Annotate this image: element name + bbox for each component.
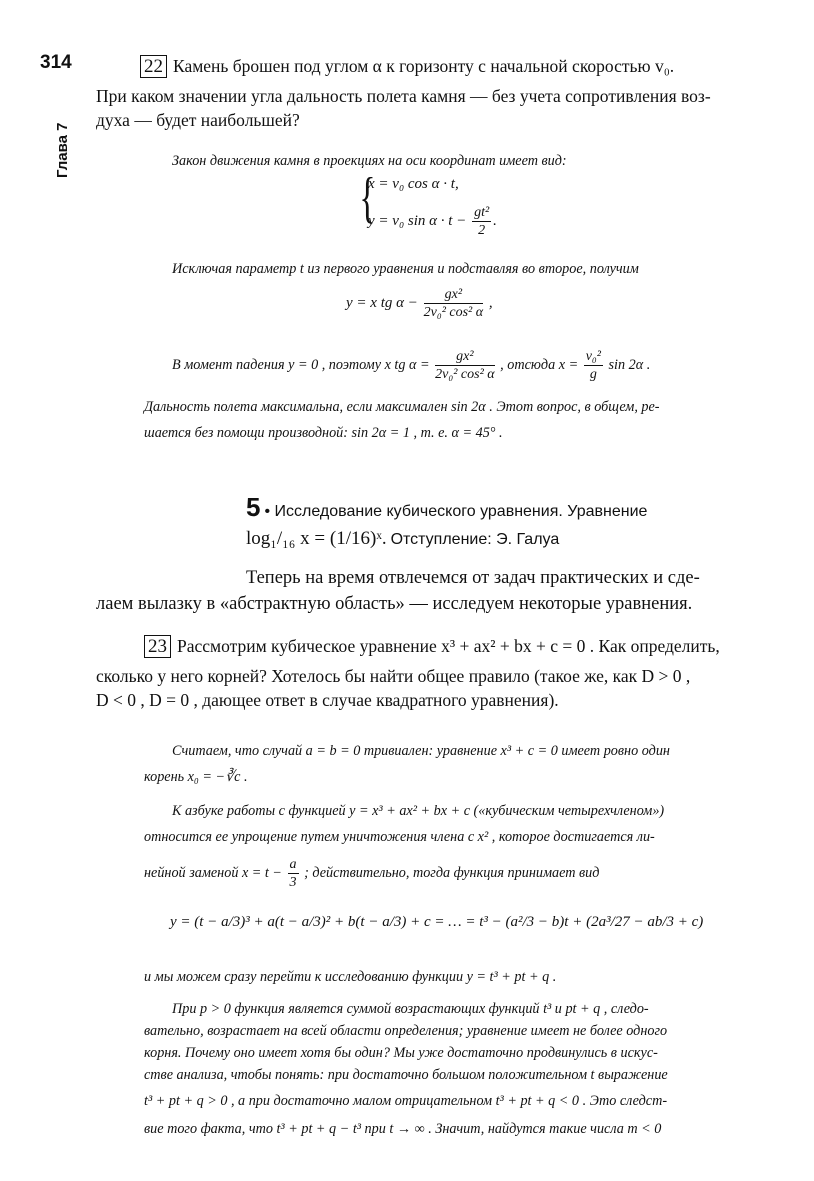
sol23-p4-line4: стве анализа, чтобы понять: при достаточно большом положительном t выражение [144, 1067, 668, 1083]
problem-23-line3: D < 0 , D = 0 , дающее ответ в случае квадратного уравнения). [96, 690, 559, 710]
problem-23-line2: сколько у него корней? Хотелось бы найти общее правило (такое же, как D > 0 , [96, 666, 691, 686]
sol23-p2-line3: нейной заменой x = t − $\frac{a}{3}$ ; действительно, тогда функция принимает вид [144, 857, 600, 890]
problem-22-line2: При каком значении угла дальность полета камня — без учета сопротивления воз- [96, 86, 711, 106]
sol23-p4-line6: вие того факта, что t³ + pt + q − t³ при t → ∞ . Значит, найдутся такие числа m < 0 [144, 1121, 662, 1137]
trajectory-equation: y = x tg α − $\frac{\text{gx²}}{\text{2v₀² cos² α}}$ , [346, 287, 493, 320]
chapter-label: Глава 7 [54, 122, 71, 178]
page-number: 314 [40, 52, 72, 73]
sol23-p2-line1: К азбуке работы с функцией y = x³ + ax² + bx + c («кубическим четырехчленом») [172, 803, 665, 819]
sol23-p4-line1: При p > 0 функция является суммой возрастающих функций t³ и pt + q , следо- [172, 1001, 649, 1017]
section-number: 5 [246, 492, 261, 522]
section-title-line2: log₁/₁₆ x = (1/16)ˣ. Отступление: Э. Галуа [246, 528, 560, 549]
problem-22-line1: 22 Камень брошен под углом α к горизонту с начальной скоростью v₀. [140, 54, 780, 78]
max-range-line1: Дальность полета максимальна, если максимален sin 2α . Этот вопрос, в общем, ре- [144, 399, 660, 415]
equation-system: { x = v₀ cos α · t, y = v₀ sin α · t − $\frac{\text{gt²}}{2}$ . [359, 167, 497, 238]
problem-number: 23 [144, 635, 171, 658]
landing-moment: В момент падения y = 0 , поэтому x tg α = $\frac{\text{gx²}}{\text{2v₀² cos² α}}$ , отсюда x = $\frac{\text{v₀²}}{g}$ sin 2α . [172, 349, 651, 382]
sol23-p3: и мы можем сразу перейти к исследованию функции y = t³ + pt + q . [144, 969, 557, 985]
solution-intro: Закон движения камня в проекциях на оси координат имеет вид: [172, 153, 567, 169]
sol23-p4-line3: корня. Почему оно имеет хотя бы один? Мы уже достаточно продвинулись в искус- [144, 1045, 658, 1061]
sol23-p4-line2: вательно, возрастает на всей области определения; уравнение имеет не более одного [144, 1023, 668, 1039]
problem-number: 22 [140, 55, 167, 78]
intro-line1: Теперь на время отвлечемся от задач практических и сде- [246, 568, 700, 588]
problem-22-line3: духа — будет наибольшей? [96, 110, 300, 130]
intro-line2: лаем вылазку в «абстрактную область» — исследуем некоторые уравнения. [96, 594, 693, 614]
solution-elimination: Исключая параметр t из первого уравнения и подставляя во второе, получим [172, 261, 639, 277]
problem-23-line1: 23 Рассмотрим кубическое уравнение x³ + ax² + bx + c = 0 . Как определить, [144, 634, 784, 658]
section-title-line1: • Исследование кубического уравнения. Уравнение [264, 503, 648, 520]
max-range-line2: шается без помощи производной: sin 2α = 1 , т. е. α = 45° . [144, 425, 503, 441]
section-heading [246, 492, 647, 523]
sol23-p4-line5: t³ + pt + q > 0 , а при достаточно малом отрицательном t³ + pt + q < 0 . Это следст- [144, 1093, 668, 1109]
sol23-p2-line2: относится ее упрощение путем уничтожения члена с x² , которое достигается ли- [144, 829, 655, 845]
substitution-equation: y = (t − a/3)³ + a(t − a/3)² + b(t − a/3) + c = … = t³ − (a²/3 − b)t + (2a³/27 − ab/3 + c) [170, 914, 704, 930]
sol23-p1-line1: Считаем, что случай a = b = 0 тривиален: уравнение x³ + c = 0 имеет ровно один [172, 743, 670, 759]
sol23-p1-line2: корень x₀ = −∛c . [144, 769, 248, 785]
